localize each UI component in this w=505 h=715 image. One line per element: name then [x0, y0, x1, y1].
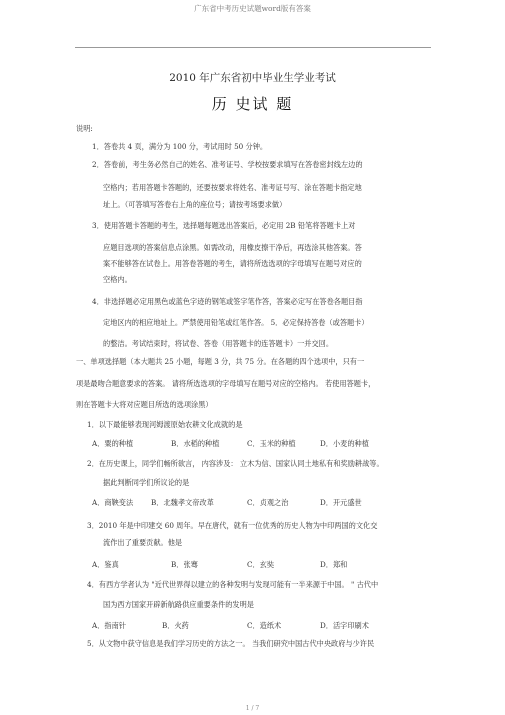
page-header: 广东省中考历史试题word版有答案: [194, 4, 311, 13]
instruction-line: 空格内；若用答题卡答题的，还要按要求将姓名、准考证号写、涂在答题卡指定地: [103, 183, 362, 192]
instruction-line: 3．使用答题卡答题的考生，选择题每题选出答案后，必定用 2B 铅笔将答题卡上对: [92, 221, 356, 230]
section-heading-line: 一、单项选择题（本大题共 25 小题，每题 3 分，共 75 分。在各题的四个选项中，只有一: [76, 357, 365, 366]
exam-title: 2010 年广东省初中毕业生学业考试: [169, 72, 336, 84]
instruction-line: 空格内。: [103, 275, 132, 284]
option-d: D．小麦的种植: [320, 439, 369, 448]
option-b: B．北魏孝文帝改革: [151, 498, 214, 507]
question-stem: 流作出了重要贡献。他是: [103, 538, 183, 547]
option-b: B．火药: [162, 621, 189, 630]
instruction-line: 应题目选项的答案信息点涂黑。如需改动，用橡皮擦干净后，再选涂其他答案。答: [103, 243, 362, 252]
option-b: B．水稻的种植: [171, 439, 220, 448]
option-c: C．贞观之治: [247, 498, 289, 507]
question-stem: 1．以下最能够表现河姆渡原始农耕文化成就的是: [87, 420, 243, 429]
section-heading-line: 项是最吻合题意要求的答案。 请将所选选项的字母填写在题号对应的空格内。 若使用答题卡，: [76, 379, 376, 388]
option-d: D．活字印刷术: [320, 621, 369, 630]
option-d: D．开元盛世: [320, 498, 362, 507]
instruction-line: 址上。（可答填写答卷右上角的座位号；请按考场要求做）: [103, 200, 287, 209]
option-a: A．粟的种植: [92, 439, 134, 448]
instruction-line: 案不能够答在试卷上。用答卷答题的考生，请将所选选项的字母填写在题号对应的: [103, 259, 362, 268]
option-a: A．指南针: [92, 621, 126, 630]
section-heading-line: 则在答题卡大将对应题目所选的选项涂黑）: [76, 400, 213, 409]
instruction-line: 的整洁。考试结束时，将试卷、答卷（用答题卡的连答题卡）一并交回。: [103, 339, 334, 348]
page-number: 1 / 7: [245, 705, 260, 712]
instruction-line: 定地区内的相应地址上。严禁使用铅笔或红笔作答。 5．必定保持答卷（或答题卡）: [103, 318, 369, 327]
subject-title: 历 史试 题: [211, 95, 294, 113]
question-stem: 5．从文物中获守信息是我们学习历史的方法之一。 当我们研究中国古代中央政府与少许民: [87, 639, 375, 648]
option-a: A．商鞅变法: [92, 498, 134, 507]
instructions-label: 说明:: [76, 124, 93, 133]
question-stem: 据此判断同学们所议论的是: [103, 478, 190, 487]
instruction-line: 2．答卷前，考生务必然自己的姓名、准考证号、学校按要求填写在答卷密封线左边的: [92, 160, 363, 169]
option-d: D．郑和: [320, 560, 348, 569]
question-stem: 国为西方国家开辟新航路供应重要条件的发明是: [103, 600, 254, 609]
option-c: C．玉米的种植: [247, 439, 296, 448]
option-c: C．玄奘: [247, 560, 275, 569]
question-stem: 3．2010 年是中印建交 60 周年。早在唐代，就有一位优秀的历史人物为中印两国的文化交: [87, 521, 378, 530]
header-rule: [75, 47, 431, 48]
instruction-line: 4．非选择题必定用黑色或蓝色字迹的钢笔或签字笔作答，答案必定写在答卷各题目指: [92, 297, 363, 306]
option-b: B．张骞: [171, 560, 198, 569]
question-stem: 4．有西方学者认为 "近代世界得以建立的各种发明与发现可能有一半来源于中国。 " 古代中: [87, 580, 379, 589]
option-a: A．鉴真: [92, 560, 119, 569]
instruction-line: 1．答卷共 4 页，满分为 100 分，考试用时 50 分钟。: [92, 142, 268, 151]
option-c: C．造纸术: [247, 621, 282, 630]
question-stem: 2．在历史课上，同学们畅所欲言， 内容涉及： 立木为信、国家认同土地私有和奖励耕战等。: [87, 459, 384, 468]
